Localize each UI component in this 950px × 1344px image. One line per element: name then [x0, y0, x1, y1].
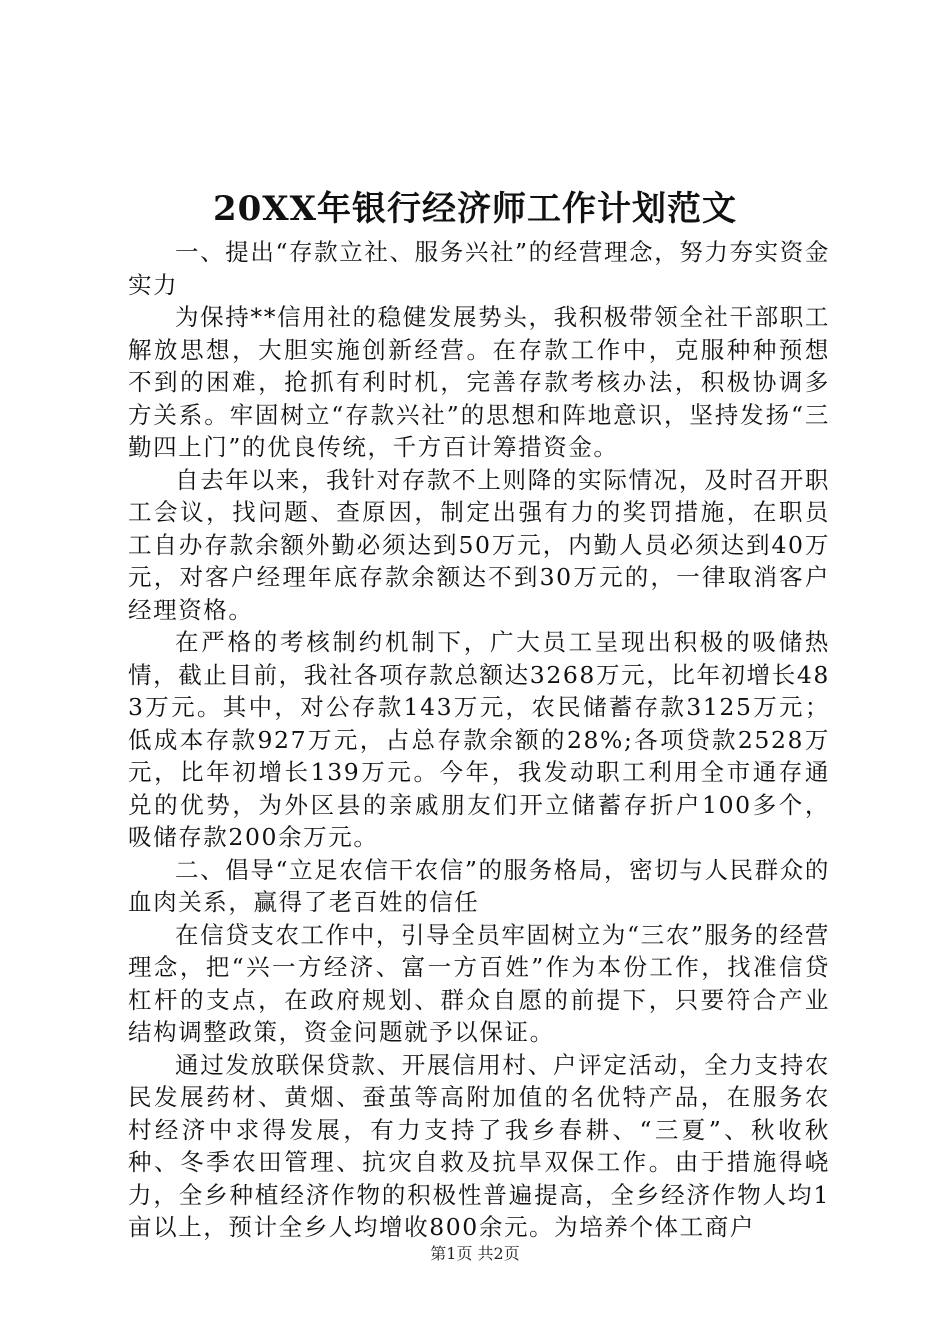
paragraph: 在严格的考核制约机制下，广大员工呈现出积极的吸储热情，截止目前，我社各项存款总额达3268万元，比年初增长483万元。其中，对公存款143万元，农民储蓄存款3125万元；低成本存款927万元，占总存款余额的28%;各项贷款2528万元，比年初增长139万元。今年，我发动职工利用全市通存通兑的优势，为外区县的亲戚朋友们开立储蓄存折户100多个，吸储存款200余万元。	[128, 628, 830, 851]
paragraph-heading-2: 二、倡导“立足农信干农信”的服务格局，密切与人民群众的血肉关系，赢得了老百姓的信任	[128, 855, 830, 916]
paragraph-heading-1: 一、提出“存款立社、服务兴社”的经营理念，努力夯实资金实力	[128, 238, 830, 299]
document-title: 20XX年银行经济师工作计划范文	[212, 189, 738, 229]
paragraph: 在信贷支农工作中，引导全员牢固树立为“三农”服务的经营理念，把“兴一方经济、富一方百姓”作为本份工作，找准信贷杠杆的支点，在政府规划、群众自愿的前提下，只要符合产业结构调整政策，资金问题就予以保证。	[128, 920, 830, 1046]
paragraph: 为保持**信用社的稳健发展势头，我积极带领全社干部职工解放思想，大胆实施创新经营。在存款工作中，克服种种预想不到的困难，抢抓有利时机，完善存款考核办法，积极协调多方关系。牢固树立“存款兴社”的思想和阵地意识，坚持发扬“三勤四上门”的优良传统，千方百计筹措资金。	[128, 303, 830, 461]
page-number-footer: 第1页 共2页	[430, 1244, 520, 1263]
paragraph: 自去年以来，我针对存款不上则降的实际情况，及时召开职工会议，找问题、查原因，制定出强有力的奖罚措施，在职员工自办存款余额外勤必须达到50万元，内勤人员必须达到40万元，对客户经理年底存款余额达不到30万元的，一律取消客户经理资格。	[128, 465, 830, 624]
paragraph: 通过发放联保贷款、开展信用村、户评定活动，全力支持农民发展药材、黄烟、蚕茧等高附加值的名优特产品，在服务农村经济中求得发展，有力支持了我乡春耕、“三夏”、秋收秋种、冬季农田管理、抗灾自救及抗旱双保工作。由于措施得峣力，全乡种植经济作物的积极性普遍提高，全乡经济作物人均1亩以上，预计全乡人均增收800余元。为培养个体工商户	[128, 1050, 830, 1241]
document-body	[128, 236, 830, 1244]
